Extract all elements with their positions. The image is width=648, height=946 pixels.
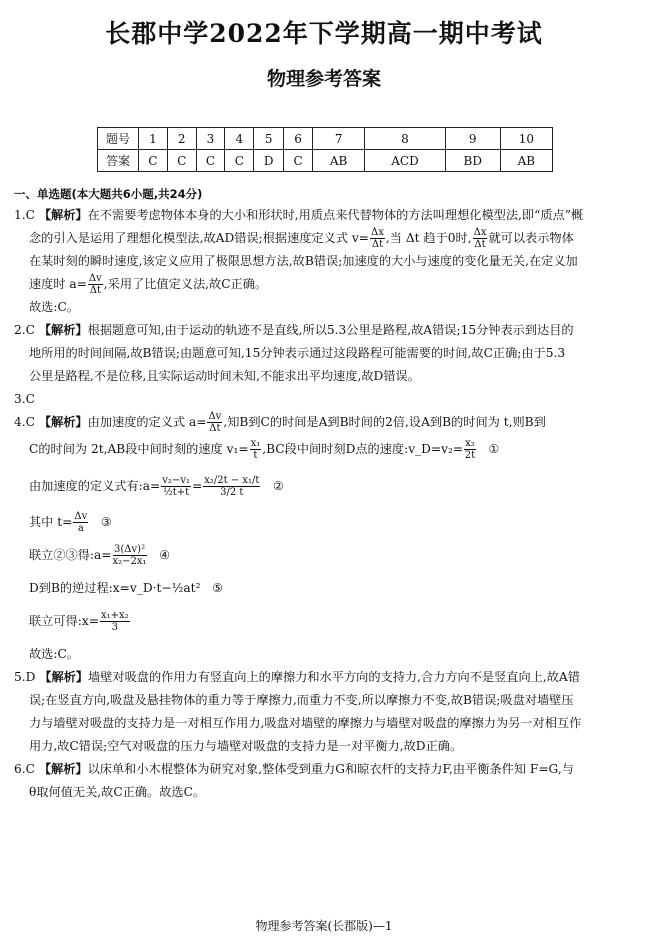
fraction: $\frac{\text{3(Δv)²}}{\text{x₂−2x₁}}$ (112, 544, 147, 567)
table-cell: 4 (225, 128, 254, 150)
q1-text: 速度时 a= (29, 277, 87, 291)
q1-line: 在某时刻的瞬时速度,该定义应用了极限思想方法,故B错误;加速度的大小与速度的变化量无关,在定义加 (29, 254, 578, 268)
q4-text: ,BC段中间时刻D点的速度:v_D=v₂= (262, 442, 464, 456)
table-cell: C (284, 150, 313, 172)
q4-number: 4.C (14, 415, 35, 429)
table-cell: 3 (196, 128, 225, 150)
equation-mark: ④ (159, 548, 171, 562)
q1-text: 念的引入是运用了理想化模型法,故AD错误;根据速度定义式 v= (29, 231, 370, 245)
fraction: $\frac{\text{v₂−v₁}}{\text{½t+t}}$ (162, 475, 190, 498)
q4-text: 其中 t= (29, 515, 73, 529)
equation-mark: ⑤ (212, 581, 224, 595)
q5-line: 误;在竖直方向,吸盘及悬挂物体的重力等于摩擦力,而重力不变,所以摩擦力不变,故B错误;吸盘对墙壁压 (29, 693, 574, 707)
table-cell: C (225, 150, 254, 172)
answer-row (98, 150, 553, 172)
q6-line: θ取何值无关,故C正确。故选C。 (29, 785, 206, 799)
table-cell: 5 (254, 128, 284, 150)
table-cell: 2 (167, 128, 196, 150)
table-cell: C (196, 150, 225, 172)
table-cell: 9 (445, 128, 500, 150)
q1-line (14, 227, 636, 250)
q6-line (14, 758, 636, 781)
q4-line (14, 544, 636, 567)
table-cell: D (254, 150, 284, 172)
equation-mark: ① (488, 442, 500, 456)
q4-text: 联立可得:x= (29, 614, 99, 628)
q5-number: 5.D (14, 670, 36, 684)
q4-line (14, 411, 636, 434)
q1-text: ,当 Δt 趋于0时, (385, 231, 472, 245)
q5-line (14, 666, 636, 689)
table-cell: 10 (500, 128, 552, 150)
q4-conclusion: 故选:C。 (29, 647, 79, 661)
exam-title: 长郡中学2022年下学期高一期中考试 (105, 19, 543, 48)
q1-number: 1.C (14, 208, 35, 222)
table-cell: BD (445, 150, 500, 172)
equation-mark: ② (273, 479, 284, 493)
q5-line: 力与墙壁对吸盘的支持力是一对相互作用力,吸盘对墙壁的摩擦力与墙壁对吸盘的摩擦力为另一对相互作 (29, 716, 582, 730)
q4-line (14, 577, 636, 600)
q6-number: 6.C (14, 762, 35, 776)
q4-line (14, 610, 636, 633)
fraction: $\frac{\text{x₂}}{2t}$ (464, 438, 476, 461)
answer-table (97, 127, 553, 172)
table-cell: ACD (365, 150, 445, 172)
equation-mark: ③ (100, 515, 112, 529)
table-cell: AB (313, 150, 365, 172)
table-cell: C (139, 150, 168, 172)
analysis-keyword: 【解析】 (38, 762, 88, 776)
q4-text: 由加速度的定义式 a= (87, 415, 207, 429)
analysis-keyword: 【解析】 (38, 208, 88, 222)
row-label: 题号 (98, 128, 139, 150)
fraction: $\frac{\Delta v}{\Delta t}$ (88, 273, 102, 296)
q5-text: 墙壁对吸盘的作用力有竖直向上的摩擦力和水平方向的支持力,合力方向不是竖直向上,故A错 (88, 670, 580, 684)
q1-text: 就可以表示物体 (488, 231, 574, 245)
table-cell: C (167, 150, 196, 172)
analysis-keyword: 【解析】 (39, 670, 89, 684)
answer-key-subtitle: 物理参考答案 (266, 68, 381, 90)
q4-line: 由加速度的定义式有:a= $\frac{\text{v₂−v₁}}{\text{½t+t}}$ = $\frac{\text{x₂/2t − x₁/t}}{3/2 t}$ ② (29, 475, 284, 498)
solutions-body (14, 204, 636, 804)
q5-line: 用力,故C错误;空气对吸盘的压力与墙壁对吸盘的支持力是一对平衡力,故D正确。 (29, 739, 463, 753)
q3-line: 3.C (14, 392, 35, 406)
fraction: $\frac{\Delta v}{\Delta t}$ (208, 411, 222, 434)
q4-line (14, 511, 636, 534)
q4-text: 由加速度的定义式有:a= (29, 479, 161, 493)
q1-conclusion: 故选:C。 (29, 300, 79, 314)
analysis-keyword: 【解析】 (38, 323, 88, 337)
table-cell: AB (500, 150, 552, 172)
q2-line: 地所用的时间间隔,故B错误;由题意可知,15分钟表示通过这段路程可能需要的时间,故C正确;由于5.3 (29, 346, 566, 360)
fraction: $\frac{\Delta x}{\Delta t}$ (371, 227, 384, 250)
page-footer: 物理参考答案(长郡版)—1 (255, 919, 393, 933)
q2-line (14, 319, 636, 342)
fraction: $\frac{\Delta x}{\Delta t}$ (473, 227, 487, 250)
q2-line: 公里是路程,不是位移,且实际运动时间未知,不能求出平均速度,故D错误。 (29, 369, 420, 383)
table-cell: 6 (284, 128, 313, 150)
q2-text: 根据题意可知,由于运动的轨迹不是直线,所以5.3公里是路程,故A错误;15分钟表示到达目的 (87, 323, 574, 337)
question-number-row (98, 128, 553, 150)
table-cell: 7 (313, 128, 365, 150)
q6-text: 以床单和小木棍整体为研究对象,整体受到重力G和晾衣杆的支持力F,由平衡条件知 F=G,与 (87, 762, 574, 776)
fraction: $\frac{\text{x₂/2t − x₁/t}}{3/2 t}$ (204, 475, 260, 498)
table-cell: 1 (139, 128, 168, 150)
q4-text: C的时间为 2t,AB段中间时刻的速度 v₁= (29, 442, 249, 456)
fraction: $\frac{\text{x₁+x₂}}{3}$ (100, 610, 129, 633)
q4-line (14, 438, 636, 461)
row-label: 答案 (98, 150, 139, 172)
q1-text: 在不需要考虑物体本身的大小和形状时,用质点来代替物体的方法叫理想化模型法,即“质点”概 (87, 208, 584, 222)
analysis-keyword: 【解析】 (38, 415, 88, 429)
q4-text: D到B的逆过程:x=v_D·t−½at² (29, 581, 201, 595)
q4-text: 联立②③得:a= (29, 548, 112, 562)
q1-line (14, 273, 636, 296)
fraction: $\frac{\Delta v}{a}$ (74, 511, 88, 534)
fraction: $\frac{\text{x₁}}{t}$ (250, 438, 261, 461)
q2-number: 2.C (14, 323, 35, 337)
q1-line (14, 204, 636, 227)
table-cell: 8 (365, 128, 445, 150)
q4-text: ,知B到C的时间是A到B时间的2倍,设A到B的时间为 t,则B到 (223, 415, 546, 429)
q1-text: ,采用了比值定义法,故C正确。 (103, 277, 268, 291)
section-heading: 一、单选题(本大题共6小题,共24分) (14, 187, 203, 201)
